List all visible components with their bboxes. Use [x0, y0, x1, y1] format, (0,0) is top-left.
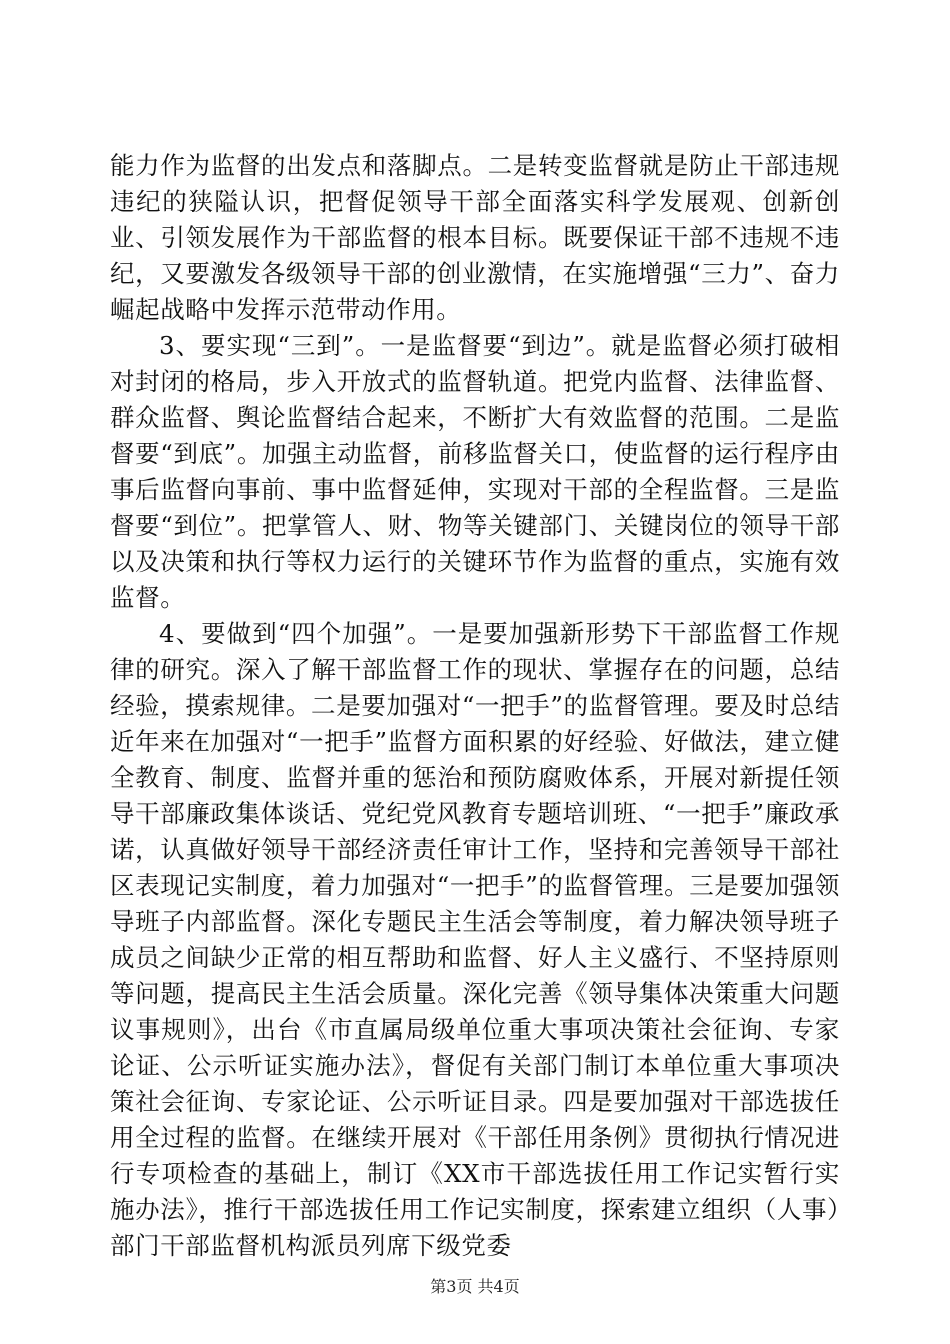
- document-body: [110, 148, 840, 1264]
- paragraph-continuation: 能力作为监督的出发点和落脚点。二是转变监督就是防止干部违规违纪的狭隘认识，把督促领导干部全面落实科学发展观、创新创业、引领发展作为干部监督的根本目标。既要保证干部不违规不违纪，又要激发各级领导干部的创业激情，在实施增强“三力”、奋力崛起战略中发挥示范带动作用。: [110, 151, 840, 324]
- paragraph-four-strengthenings: 4、要做到“四个加强”。一是要加强新形势下干部监督工作规律的研究。深入了解干部监督工作的现状、掌握存在的问题，总结经验，摸索规律。二是要加强对“一把手”的监督管理。要及时总结近年来在加强对“一把手”监督方面积累的好经验、好做法，建立健全教育、制度、监督并重的惩治和预防腐败体系，开展对新提任领导干部廉政集体谈话、党纪党风教育专题培训班、“一把手”廉政承诺，认真做好领导干部经济责任审计工作，坚持和完善领导干部社区表现记实制度，着力加强对“一把手”的监督管理。三是要加强领导班子内部监督。深化专题民主生活会等制度，着力解决领导班子成员之间缺少正常的相互帮助和监督、好人主义盛行、不坚持原则等问题，提高民主生活会质量。深化完善《领导集体决策重大问题议事规则》，出台《市直属局级单位重大事项决策社会征询、专家论证、公示听证实施办法》，督促有关部门制订本单位重大事项决策社会征询、专家论证、公示听证目录。四是要加强对干部选拔任用全过程的监督。在继续开展对《干部任用条例》贯彻执行情况进行专项检查的基础上，制订《XX市干部选拔任用工作记实暂行实施办法》，推行干部选拔任用工作记实制度，探索建立组织（人事）部门干部监督机构派员列席下级党委: [110, 619, 840, 1260]
- paragraph-three-arrivals: 3、要实现“三到”。一是监督要“到边”。就是监督必须打破相对封闭的格局，步入开放式的监督轨道。把党内监督、法律监督、群众监督、舆论监督结合起来，不断扩大有效监督的范围。二是监督要“到底”。加强主动监督，前移监督关口，使监督的运行程序由事后监督向事前、事中监督延伸，实现对干部的全程监督。三是监督要“到位”。把掌管人、财、物等关键部门、关键岗位的领导干部以及决策和执行等权力运行的关键环节作为监督的重点，实施有效监督。: [110, 331, 840, 612]
- page-footer: 第3页 共4页: [430, 1277, 520, 1296]
